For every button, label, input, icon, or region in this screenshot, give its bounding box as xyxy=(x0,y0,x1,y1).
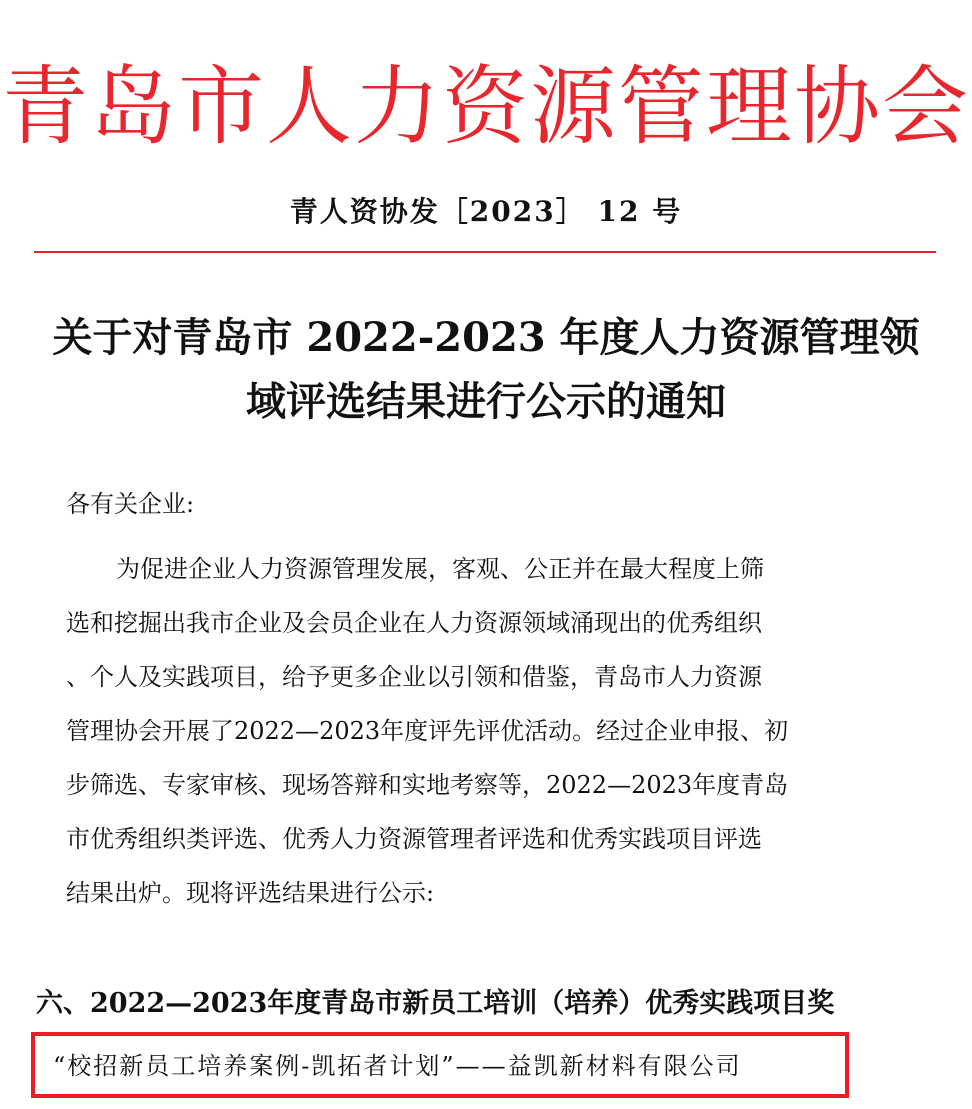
notice-title xyxy=(20,306,952,434)
paragraph-line: 选和挖掘出我市企业及会员企业在人力资源领域涌现出的优秀组织 xyxy=(66,609,762,637)
paragraph-line: 步筛选、专家审核、现场答辩和实地考察等，2022—2023年度青岛 xyxy=(66,771,789,799)
document-number: 青人资协发［2023］ 12 号 xyxy=(289,195,683,228)
paragraph-line: 为促进企业人力资源管理发展，客观、公正并在最大程度上筛 xyxy=(116,555,764,583)
salutation: 各有关企业: xyxy=(66,490,195,518)
notice-title-line: 关于对青岛市 2022-2023 年度人力资源管理领 xyxy=(52,314,920,361)
notice-title-line: 域评选结果进行公示的通知 xyxy=(246,378,726,425)
paragraph-line: 、个人及实践项目，给予更多企业以引领和借鉴，青岛市人力资源 xyxy=(66,663,762,691)
organization-header: 青岛市人力资源管理协会 xyxy=(2,57,970,157)
section-heading: 六、2022—2023年度青岛市新员工培训（培养）优秀实践项目奖 xyxy=(36,988,835,1019)
paragraph-line: 市优秀组织类评选、优秀人力资源管理者评选和优秀实践项目评选 xyxy=(66,825,762,853)
paragraph-line: 管理协会开展了2022—2023年度评先评优活动。经过企业申报、初 xyxy=(66,717,789,745)
body-paragraph xyxy=(66,542,876,920)
red-divider xyxy=(34,251,936,253)
award-entry: “校招新员工培养案例-凯拓者计划”——益凯新材料有限公司 xyxy=(53,1052,742,1080)
award-highlight-box xyxy=(31,1032,849,1098)
paragraph-line: 结果出炉。现将评选结果进行公示: xyxy=(66,879,435,907)
